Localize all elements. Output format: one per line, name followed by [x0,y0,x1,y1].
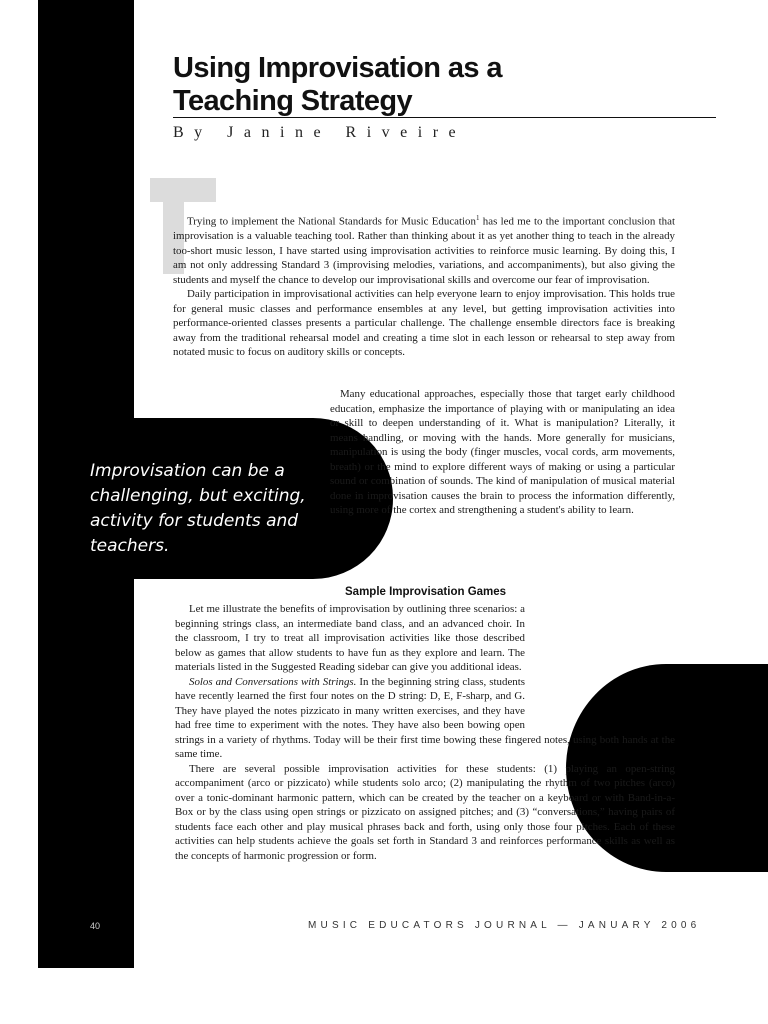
body-paragraph-2: Daily participation in improvisational activities can help everyone learn to enjoy improvisation. This holds true for general music classes and performance ensembles at any level, but getting improvisation activities into performance-oriented classes presents a particular challenge. The challenge ensemble directors face is breaking away from the traditional rehearsal model and creating a time slot in each lesson or rehearsal to step away from notated music to focus on auditory skills or concepts. [173,288,675,359]
games-paragraph-1: Let me illustrate the benefits of improvisation by outlining three scenarios: a beginning strings class, an intermediate band class, and an advanced choir. In the classroom, I try to treat all improvisation activities like those described below as games that allow students to have fun as they explore and learn. The materials listed in the Suggested Reading sidebar can give you additional ideas. [175,603,525,673]
games-wrap-float [525,662,675,724]
section-heading: Sample Improvisation Games [345,586,507,598]
journal-footer: MUSIC EDUCATORS JOURNAL — JANUARY 2006 [308,920,701,931]
body-paragraph-3: Many educational approaches, especially those that target early childhood education, emphasize the importance of playing with or manipulating an idea or skill to deepen understanding of it. What is manipulation? Literally, it means handling, or moving with the hands. More generally for musicians, manipulation is using the body (finger muscles, vocal cords, arm movements, breath) or the mind to explore different ways of making or using a particular sound or combination of sounds. The kind of manipulation of musical material done in improvisation causes the brain to process the information differently, using more of the cortex and strengthening a student's ability to learn. [330,388,675,516]
manipulation-text-block [330,387,675,518]
footnote-marker: 1 [475,214,480,222]
pull-quote: Improvisation can be a challenging, but exciting, activity for students and teachers. [90,461,306,556]
subsection-title: Solos and Conversations with Strings. [189,675,357,688]
games-paragraph-2-text: In the beginning string class, students have recently learned the first four notes on the D string: D, E, F-sharp, and G. They have played the notes pizzicato in many written exercises, and they have had free time to experiment with the notes. They have also been bowing open strings in a variety of rhythms. Today will be their first time bowing these fingered notes, using both hands at the same time. [175,675,675,760]
page-number: 40 [90,921,101,931]
article-title-line2: Teaching Strategy [173,85,413,117]
article-title [173,52,502,118]
title-rule [173,117,716,118]
intro-text-block [173,211,675,360]
article-title-line1: Using Improvisation as a [173,52,502,84]
body-paragraph-1 [173,211,675,287]
games-paragraph-3: There are several possible improvisation activities for these students: (1) playing an open-string accompaniment (arco or pizzicato) while students solo arco; (2) manipulating the rhythm of two pitches (arco) over a tonic-dominant harmonic pattern, which can be created by the teacher on a keyboard or with Band-in-a-Box or by the class using open strings or pizzicato on assigned pitches; and (3) “conversations,” having pairs of students face each other and play musical phrases back and forth, using only those four pitches. Each of these activities can help students achieve the goals set forth in Standard 3 and reinforces performance skills as well as the concepts of harmonic progression or form. [175,762,675,862]
para1-lead: Trying to implement the National Standards for Music Education [187,215,476,228]
drop-cap-t-bar [150,178,216,202]
byline: By Janine Riveire [173,124,467,141]
games-text-block [175,602,675,863]
para1-rest: has led me to the important conclusion that improvisation is a valuable teaching tool. Rather than thinking about it as yet another thing to teach in the already too-short music lesson, I have started using improvisation activities to reinforce music learning. By doing this, I am not only addressing Standard 3 (improvising melodies, variations, and accompaniments), but also giving the students and myself the chance to develop our improvisational skills and overcome our fear of improvisation. [173,215,675,286]
